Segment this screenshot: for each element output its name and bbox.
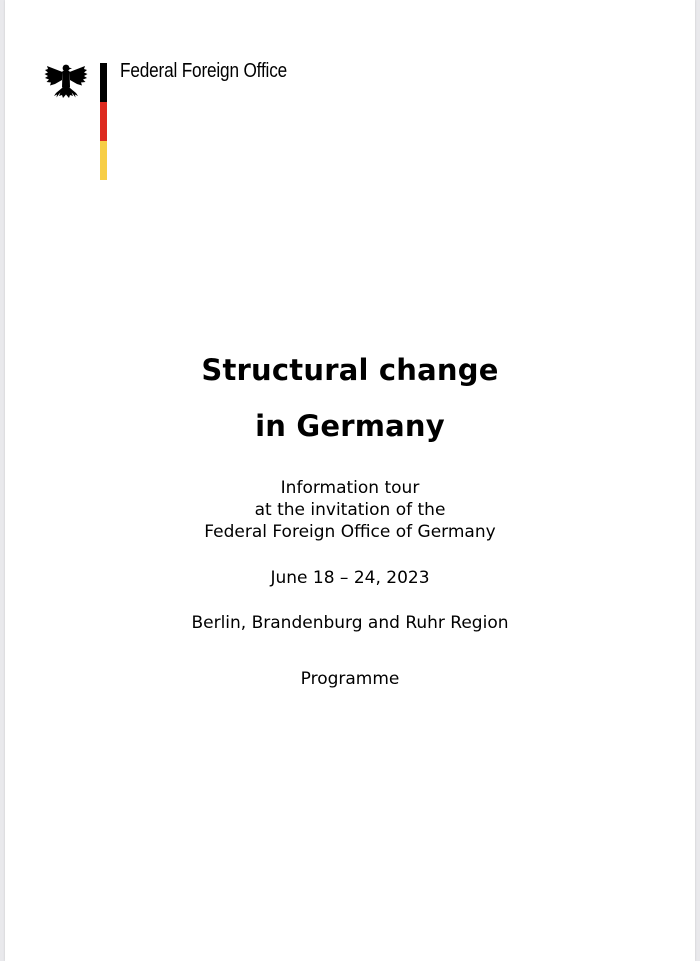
document-title-line-2: in Germany [255, 409, 445, 443]
german-flag-bar [100, 63, 107, 180]
subtitle-line-2: at the invitation of the [254, 500, 446, 520]
flag-stripe-gold [100, 141, 107, 180]
flag-stripe-red [100, 102, 107, 141]
subtitle-line-3: Federal Foreign Office of Germany [204, 522, 496, 542]
subtitle-line-1: Information tour [280, 478, 420, 498]
tour-locations: Berlin, Brandenburg and Ruhr Region [191, 613, 509, 633]
organization-name: Federal Foreign Office [120, 60, 288, 82]
federal-eagle-icon [43, 60, 89, 106]
flag-stripe-black [100, 63, 107, 102]
section-label: Programme [300, 669, 400, 689]
document-title-line-1: Structural change [201, 353, 499, 387]
document-page [5, 0, 695, 961]
tour-dates: June 18 – 24, 2023 [270, 568, 430, 588]
